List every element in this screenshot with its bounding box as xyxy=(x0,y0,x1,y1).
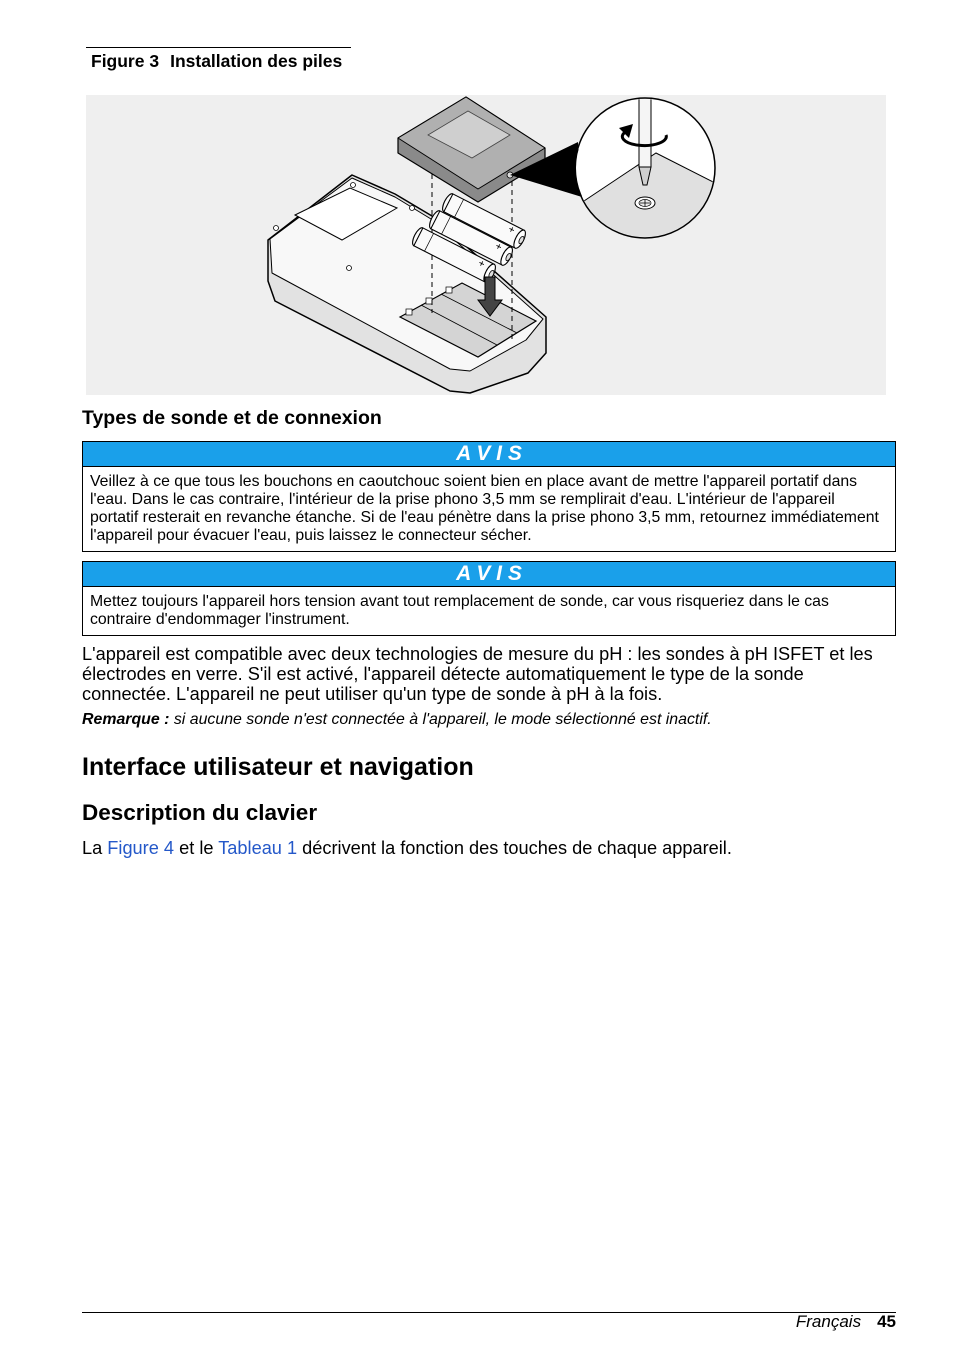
keyboard-intro-paragraph xyxy=(82,838,732,858)
notice-line: Veillez à ce que tous les bouchons en caoutchouc soient bien en place avant de mettre l'appareil portatif dans xyxy=(90,473,858,490)
caption-rule xyxy=(86,47,351,48)
notice-box xyxy=(82,561,896,636)
intro-middle: et le xyxy=(179,838,214,858)
table-1-link[interactable]: Tableau 1 xyxy=(218,838,298,858)
note xyxy=(82,711,712,729)
battery-spring xyxy=(426,298,432,304)
page-number: 45 xyxy=(877,1312,896,1331)
paragraph-line: connectée. L'appareil ne peut utiliser qu'un type de sonde à pH à la fois. xyxy=(82,684,663,704)
notice-header: A V I S xyxy=(83,562,895,587)
notice-header: A V I S xyxy=(83,442,895,467)
battery-installation-illustration xyxy=(86,95,886,395)
battery-spring xyxy=(406,309,412,315)
section-heading: Types de sonde et de connexion xyxy=(82,407,382,429)
intro-prefix: La xyxy=(82,838,103,858)
screwdriver xyxy=(639,95,651,167)
notice-box xyxy=(82,441,896,552)
paragraph-line: L'appareil est compatible avec deux technologies de mesure du pH : les sondes à pH ISFET et les xyxy=(82,644,873,664)
chapter-heading: Interface utilisateur et navigation xyxy=(82,753,474,781)
notice-body xyxy=(83,587,895,635)
subsection-heading: Description du clavier xyxy=(82,800,318,825)
notice-line: contraire d'endommager l'instrument. xyxy=(90,611,350,628)
paragraph-line: électrodes en verre. S'il est activé, l'appareil détecte automatiquement le type de la sonde xyxy=(82,664,804,684)
notice-line: Mettez toujours l'appareil hors tension avant tout remplacement de sonde, car vous risqueriez dans le cas xyxy=(90,593,829,610)
note-label: Remarque : xyxy=(82,711,170,728)
battery-spring xyxy=(446,287,452,293)
figure-label: Figure 3 xyxy=(91,51,160,71)
figure-caption xyxy=(91,51,342,71)
screw-hole xyxy=(410,206,415,211)
intro-suffix: décrivent la fonction des touches de chaque appareil. xyxy=(302,838,732,858)
notice-line: l'appareil pour évacuer l'eau, puis laissez le connecteur sécher. xyxy=(90,527,532,544)
notice-line: l'eau. Dans le cas contraire, l'intérieur de la prise phono 3,5 mm se remplirait d'eau. L'intérieur de l'appareil xyxy=(90,491,835,508)
probe-compatibility-paragraph xyxy=(82,644,873,704)
figure-4-link[interactable]: Figure 4 xyxy=(107,838,175,858)
notice-body xyxy=(83,467,895,551)
notice-line: portatif resterait en revanche étanche. Si de l'eau pénètre dans la prise phono 3,5 mm, retournez immédiatement xyxy=(90,509,879,526)
figure-title: Installation des piles xyxy=(170,51,343,71)
footer-rule xyxy=(82,1312,896,1313)
page-footer xyxy=(796,1313,896,1331)
note-text: si aucune sonde n'est connectée à l'appareil, le mode sélectionné est inactif. xyxy=(173,711,712,728)
screw-hole xyxy=(274,226,279,231)
footer-language: Français xyxy=(795,1312,862,1331)
screw-hole xyxy=(347,266,352,271)
screw-hole xyxy=(351,183,356,188)
